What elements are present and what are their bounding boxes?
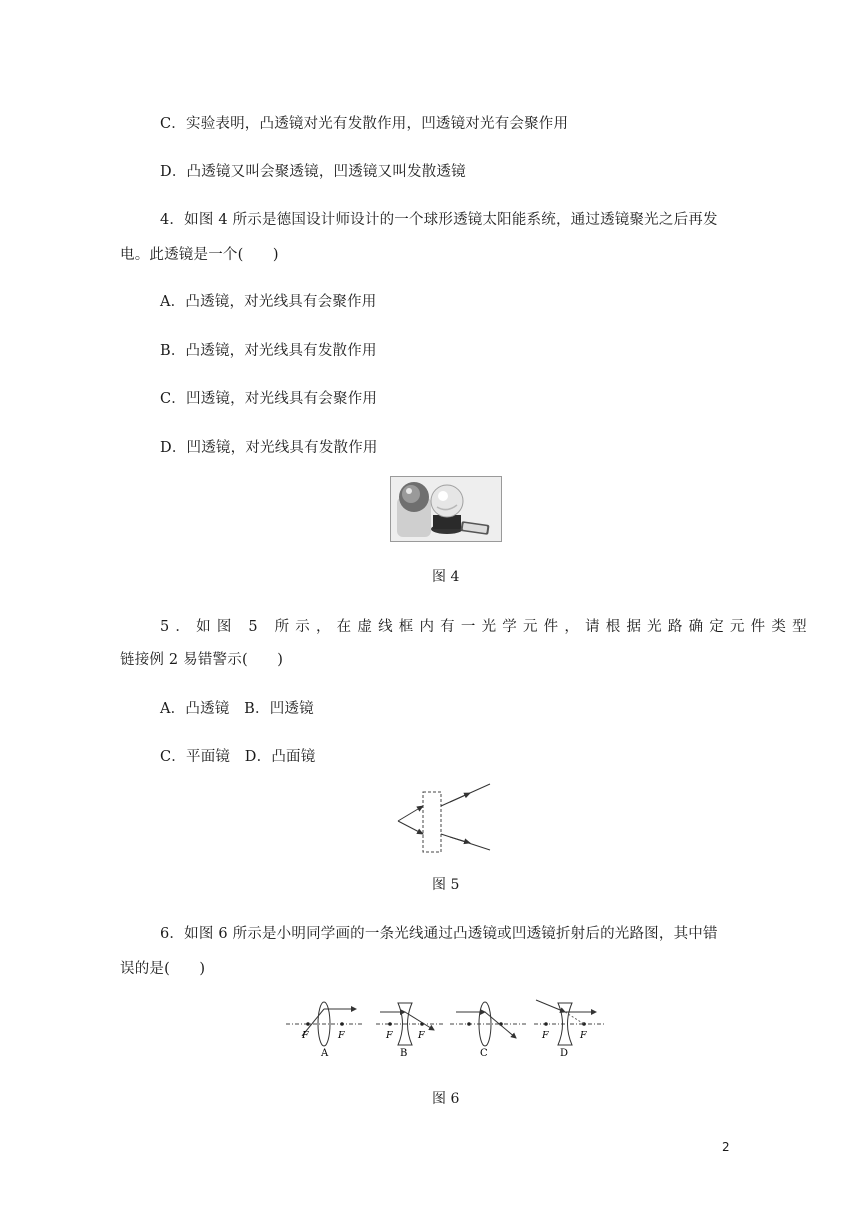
q4-option-a: A．凸透镜，对光线具有会聚作用	[160, 294, 377, 310]
diagram-a-focus-left: F	[302, 1030, 309, 1041]
diagram-c-label: C	[480, 1048, 488, 1059]
figure-6-diagram	[284, 994, 608, 1066]
diagram-b-focus-right: F	[418, 1030, 425, 1041]
diagram-d-label: D	[560, 1048, 569, 1059]
q6-stem-line2: 误的是( )	[120, 961, 206, 977]
q5-stem-line2: 链接例 2 易错警示( )	[120, 652, 284, 668]
diagram-a-label: A	[321, 1048, 329, 1059]
diagram-b-label: B	[400, 1048, 408, 1059]
q4-stem-line2: 电。此透镜是一个( )	[120, 247, 279, 263]
q4-stem-line1: 4．如图 4 所示是德国设计师设计的一个球形透镜太阳能系统，通过透镜聚光之后再发	[160, 212, 718, 228]
emergent-rays	[441, 784, 490, 850]
incident-rays	[398, 806, 423, 834]
q3-option-c: C．实验表明，凸透镜对光有发散作用，凹透镜对光有会聚作用	[160, 116, 569, 132]
diagram-d-concave-lens	[534, 1000, 606, 1059]
diagram-b-concave-lens	[376, 1003, 444, 1059]
dashed-optical-box	[423, 792, 441, 852]
diagram-a-focus-right: F	[338, 1030, 345, 1041]
figure-5-caption: 图 5	[432, 877, 460, 893]
diagram-b-focus-left: F	[386, 1030, 393, 1041]
page-number: 2	[722, 1140, 730, 1154]
figure-5-diagram	[390, 778, 500, 856]
q5-options-line1: A．凸透镜 B．凹透镜	[160, 701, 314, 717]
figure-6-caption: 图 6	[432, 1091, 460, 1107]
figure-4-caption: 图 4	[432, 569, 460, 585]
q5-options-line2: C．平面镜 D．凸面镜	[160, 749, 316, 765]
diagram-c-convex-lens	[450, 1002, 528, 1059]
diagram-d-focus-left: F	[542, 1030, 549, 1041]
solar-lens-photo	[391, 477, 501, 541]
q4-option-d: D．凹透镜，对光线具有发散作用	[160, 440, 378, 456]
q5-stem-line1: 5．如图 5 所示，在虚线框内有一光学元件，请根据光路确定元件类型	[160, 619, 813, 635]
q6-stem-line1: 6．如图 6 所示是小明同学画的一条光线通过凸透镜或凹透镜折射后的光路图，其中错	[160, 926, 718, 942]
diagram-a-convex-lens	[286, 1002, 364, 1059]
diagram-d-focus-right: F	[580, 1030, 587, 1041]
q3-option-d: D．凸透镜又叫会聚透镜，凹透镜又叫发散透镜	[160, 164, 466, 180]
q4-option-c: C．凹透镜，对光线具有会聚作用	[160, 391, 378, 407]
figure-4-photo	[390, 476, 502, 542]
q4-option-b: B．凸透镜，对光线具有发散作用	[160, 343, 377, 359]
